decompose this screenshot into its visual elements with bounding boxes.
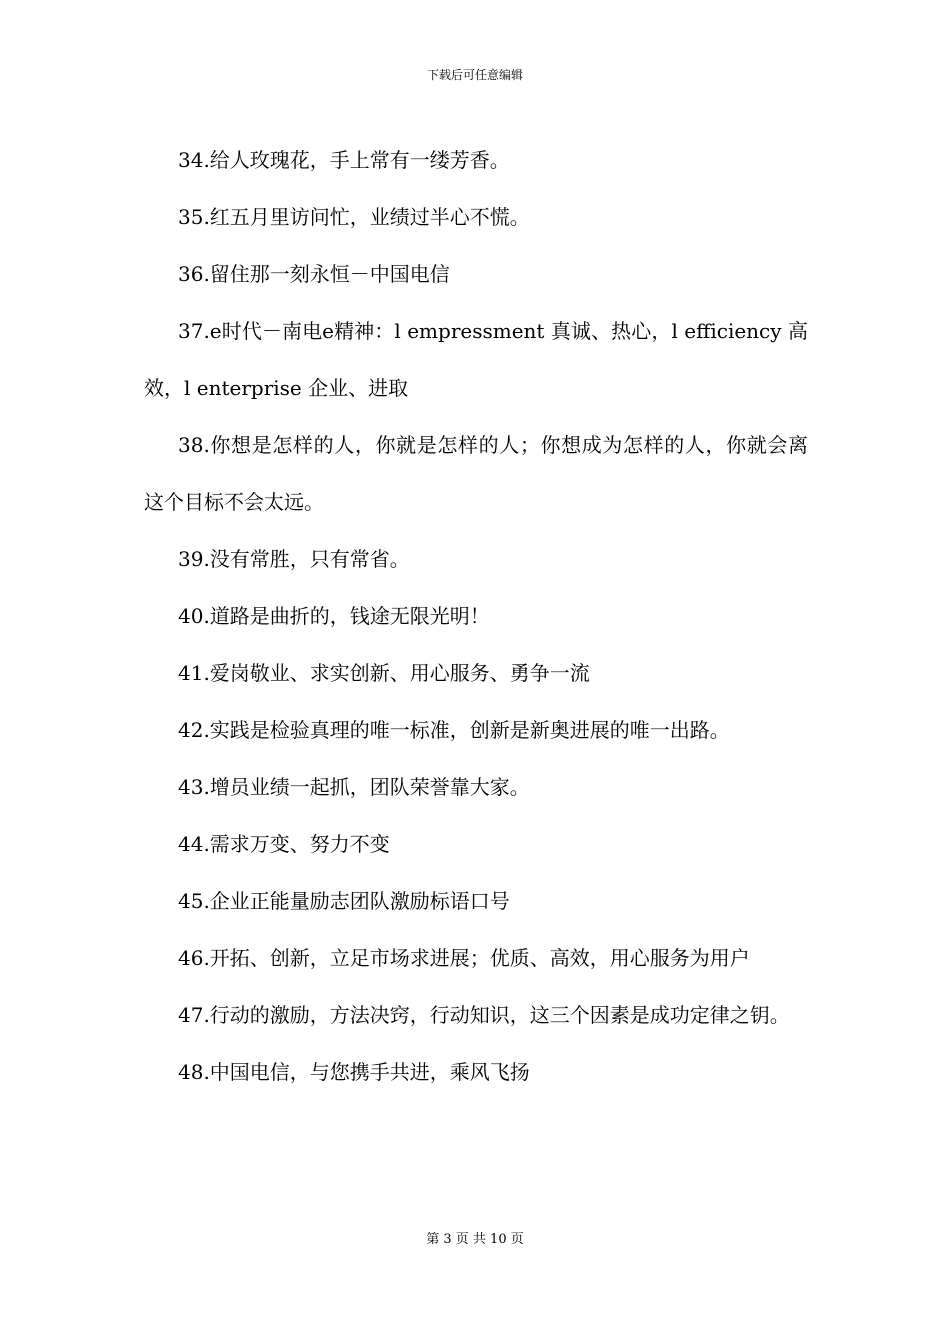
page-header: 下载后可任意编辑	[426, 68, 523, 82]
list-item: 36.留住那一刻永恒－中国电信	[178, 262, 450, 286]
list-item: 46.开拓、创新，立足市场求进展；优质、高效，用心服务为用户	[178, 946, 750, 970]
list-item: 48.中国电信，与您携手共进，乘风飞扬	[178, 1060, 530, 1084]
list-item: 45.企业正能量励志团队激励标语口号	[178, 889, 510, 913]
list-item: 35.红五月里访问忙，业绩过半心不慌。	[178, 205, 530, 229]
list-item: 43.增员业绩一起抓，团队荣誉靠大家。	[178, 775, 530, 799]
list-item: 44.需求万变、努力不变	[178, 832, 390, 856]
list-item: 47.行动的激励，方法决窍，行动知识，这三个因素是成功定律之钥。	[178, 1003, 790, 1027]
list-item: 40.道路是曲折的，钱途无限光明！	[178, 604, 490, 628]
list-item: 38.你想是怎样的人，你就是怎样的人；你想成为怎样的人，你就会离这个目标不会太远。	[144, 433, 808, 514]
list-item: 41.爱岗敬业、求实创新、用心服务、勇争一流	[178, 661, 590, 685]
page-footer: 第 3 页 共 10 页	[426, 1232, 524, 1247]
list-item: 39.没有常胜，只有常省。	[178, 547, 410, 571]
list-item: 34.给人玫瑰花，手上常有一缕芳香。	[178, 148, 510, 172]
list-item: 37.e时代－南电e精神：l empressment 真诚、热心，l efficiency 高效，l enterprise 企业、进取	[144, 319, 808, 400]
slogan-list	[144, 132, 808, 1101]
list-item: 42.实践是检验真理的唯一标准，创新是新奥进展的唯一出路。	[178, 718, 730, 742]
